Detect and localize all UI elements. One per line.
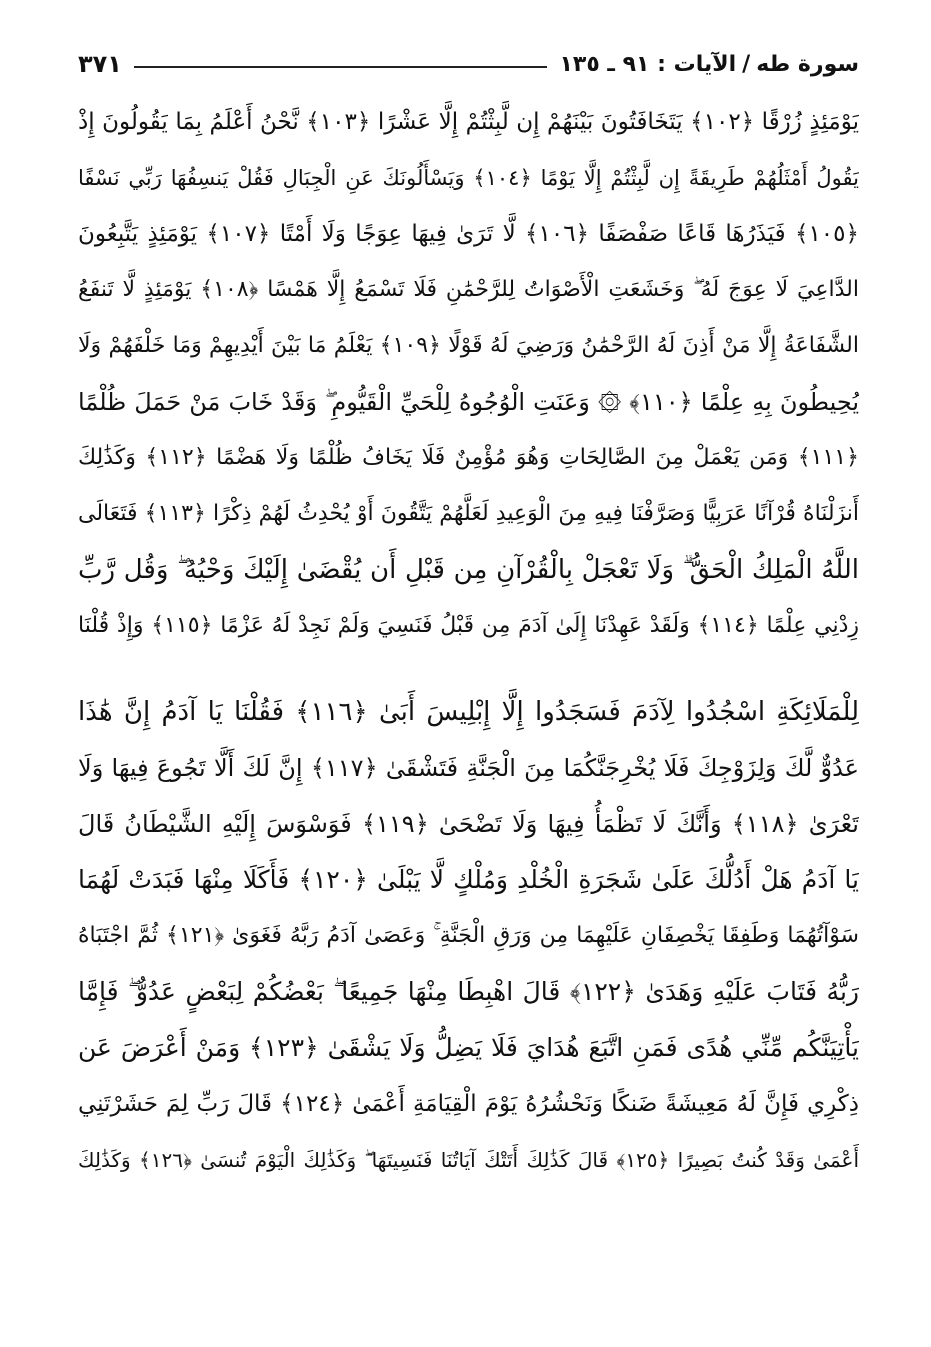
text-line: زِدْنِي عِلْمًا ﴿١١٤﴾ وَلَقَدْ عَهِدْنَا إِلَىٰ آدَمَ مِن قَبْلُ فَنَسِيَ وَلَمْ نَجِدْ لَهُ عَزْمًا ﴿١١٥﴾ وَإِذْ قُلْنَا [78,613,859,638]
text-line: يَأْتِيَنَّكُم مِّنِّي هُدًى فَمَنِ اتَّبَعَ هُدَايَ فَلَا يَضِلُّ وَلَا يَشْقَىٰ ﴿١٢٣﴾ وَمَنْ أَعْرَضَ عَن [78,1033,859,1062]
text-line: يُحِيطُونَ بِهِ عِلْمًا ﴿١١٠﴾ ۞ وَعَنَتِ الْوُجُوهُ لِلْحَيِّ الْقَيُّومِ ۖ وَقَدْ خَابَ مَنْ حَمَلَ ظُلْمًا [78,388,859,416]
text-line: اللَّهُ الْمَلِكُ الْحَقُّ ۗ وَلَا تَعْجَلْ بِالْقُرْآنِ مِن قَبْلِ أَن يُقْضَىٰ إِلَيْكَ وَحْيُهُ ۖ وَقُل رَّبِّ [78,555,859,585]
text-line: لِلْمَلَائِكَةِ اسْجُدُوا لِآدَمَ فَسَجَدُوا إِلَّا إِبْلِيسَ أَبَىٰ ﴿١١٦﴾ فَقُلْنَا يَا آدَمُ إِنَّ هَٰذَا [78,697,859,727]
header-separator: / [742,51,751,77]
text-line: أَعْمَىٰ وَقَدْ كُنتُ بَصِيرًا ﴿١٢٥﴾ قَالَ كَذَٰلِكَ أَتَتْكَ آيَاتُنَا فَنَسِيتَهَا ۖ وَكَذَٰلِكَ الْيَوْمَ تُنسَىٰ ﴿١٢٦﴾ وَكَذَٰلِكَ [78,1148,859,1172]
text-line: أَنزَلْنَاهُ قُرْآنًا عَرَبِيًّا وَصَرَّفْنَا فِيهِ مِنَ الْوَعِيدِ لَعَلَّهُمْ يَتَّقُونَ أَوْ يُحْدِثُ لَهُمْ ذِكْرًا ﴿١١٣﴾ فَتَعَالَى [78,501,859,526]
text-line: الدَّاعِيَ لَا عِوَجَ لَهُ ۖ وَخَشَعَتِ الْأَصْوَاتُ لِلرَّحْمَٰنِ فَلَا تَسْمَعُ إِلَّا هَمْسًا ﴿١٠٨﴾ يَوْمَئِذٍ لَّا تَنفَعُ [78,277,859,302]
text-line: ذِكْرِي فَإِنَّ لَهُ مَعِيشَةً ضَنكًا وَنَحْشُرُهُ يَوْمَ الْقِيَامَةِ أَعْمَىٰ ﴿١٢٤﴾ قَالَ رَبِّ لِمَ حَشَرْتَنِي [78,1091,859,1117]
text-line: الشَّفَاعَةُ إِلَّا مَنْ أَذِنَ لَهُ الرَّحْمَٰنُ وَرَضِيَ لَهُ قَوْلًا ﴿١٠٩﴾ يَعْلَمُ مَا بَيْنَ أَيْدِيهِمْ وَمَا خَلْفَهُمْ وَلَا [78,333,859,358]
text-line: يَقُولُ أَمْثَلُهُمْ طَرِيقَةً إِن لَّبِثْتُمْ إِلَّا يَوْمًا ﴿١٠٤﴾ وَيَسْأَلُونَكَ عَنِ الْجِبَالِ فَقُلْ يَنسِفُهَا رَبِّي نَسْفًا [78,166,859,190]
text-line: تَعْرَىٰ ﴿١١٨﴾ وَأَنَّكَ لَا تَظْمَأُ فِيهَا وَلَا تَضْحَىٰ ﴿١١٩﴾ فَوَسْوَسَ إِلَيْهِ الشَّيْطَانُ قَالَ [78,810,859,838]
page-number: ٣٧١ [78,50,122,78]
verse-range: الآيات : ٩١ ـ ١٣٥ [559,51,737,77]
surah-name: سورة طه [756,51,859,77]
page-header [78,44,859,84]
text-line: رَبُّهُ فَتَابَ عَلَيْهِ وَهَدَىٰ ﴿١٢٢﴾ قَالَ اهْبِطَا مِنْهَا جَمِيعًا ۖ بَعْضُكُمْ لِبَعْضٍ عَدُوٌّ ۖ فَإِمَّا [78,977,859,1006]
text-line: ﴿١١١﴾ وَمَن يَعْمَلْ مِنَ الصَّالِحَاتِ وَهُوَ مُؤْمِنٌ فَلَا يَخَافُ ظُلْمًا وَلَا هَضْمًا ﴿١١٢﴾ وَكَذَٰلِكَ [78,445,859,470]
text-line: سَوْآتُهُمَا وَطَفِقَا يَخْصِفَانِ عَلَيْهِمَا مِن وَرَقِ الْجَنَّةِ ۚ وَعَصَىٰ آدَمُ رَبَّهُ فَغَوَىٰ ﴿١٢١﴾ ثُمَّ اجْتَبَاهُ [78,923,859,948]
quran-text-block [78,94,859,1188]
text-line: ﴿١٠٥﴾ فَيَذَرُهَا قَاعًا صَفْصَفًا ﴿١٠٦﴾ لَّا تَرَىٰ فِيهَا عِوَجًا وَلَا أَمْتًا ﴿١٠٧﴾ يَوْمَئِذٍ يَتَّبِعُونَ [78,221,859,247]
text-line: يَوْمَئِذٍ زُرْقًا ﴿١٠٢﴾ يَتَخَافَتُونَ بَيْنَهُمْ إِن لَّبِثْتُمْ إِلَّا عَشْرًا ﴿١٠٣﴾ نَّحْنُ أَعْلَمُ بِمَا يَقُولُونَ إِذْ [78,109,859,135]
text-line: يَا آدَمُ هَلْ أَدُلُّكَ عَلَىٰ شَجَرَةِ الْخُلْدِ وَمُلْكٍ لَّا يَبْلَىٰ ﴿١٢٠﴾ فَأَكَلَا مِنْهَا فَبَدَتْ لَهُمَا [78,865,859,894]
header-rule [134,66,548,68]
line-gap [78,654,859,684]
text-line: عَدُوٌّ لَّكَ وَلِزَوْجِكَ فَلَا يُخْرِجَنَّكُمَا مِنَ الْجَنَّةِ فَتَشْقَىٰ ﴿١١٧﴾ إِنَّ لَكَ أَلَّا تَجُوعَ فِيهَا وَلَا [78,754,859,782]
